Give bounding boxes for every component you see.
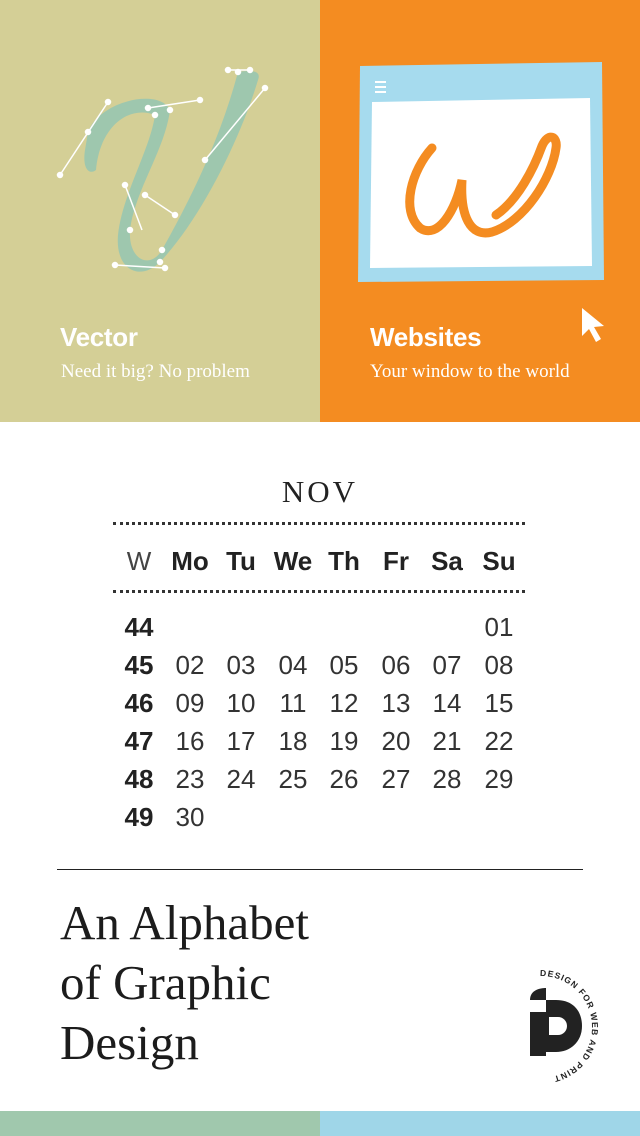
calendar-day[interactable]: 21 [432,726,462,756]
heading-line: Design [60,1015,199,1070]
vector-tile[interactable] [0,0,320,422]
divider-line [57,869,583,870]
calendar-day[interactable]: 20 [381,726,411,756]
heading-line: of Graphic [60,955,271,1010]
calendar-day[interactable]: 07 [432,650,462,680]
week-number: 44 [124,612,154,642]
logo-mark [530,988,582,1056]
brand-logo [520,960,616,1082]
day-header: Su [482,546,516,576]
footer-bar-blue [320,1111,640,1136]
calendar-week-row [113,802,525,838]
page-heading [60,893,480,1073]
calendar-day[interactable]: 11 [279,688,307,718]
day-header: We [273,546,313,576]
browser-window-illustration [320,0,640,360]
heading-line: An Alphabet [60,895,310,950]
calendar-day[interactable]: 15 [484,688,514,718]
calendar-day[interactable]: 17 [226,726,256,756]
calendar-day[interactable]: 30 [175,802,205,832]
week-number: 48 [124,764,154,794]
calendar-week-row [113,726,525,762]
calendar-day[interactable]: 18 [278,726,308,756]
week-number: 46 [124,688,154,718]
tile-subtitle: Need it big? No problem [61,361,250,382]
calendar-day[interactable]: 25 [278,764,308,794]
calendar-week-row [113,688,525,724]
calendar-day[interactable]: 16 [175,726,205,756]
calendar-day[interactable]: 06 [381,650,411,680]
calendar-day[interactable]: 26 [329,764,359,794]
dotted-divider [113,522,525,525]
day-header: Sa [431,546,463,576]
calendar-week-row [113,764,525,800]
websites-tile[interactable] [320,0,640,422]
week-number: 47 [124,726,154,756]
cursor-arrow-icon [582,308,604,342]
footer-bar-green [0,1111,320,1136]
tile-title: Vector [60,322,138,352]
calendar-day[interactable]: 13 [381,688,411,718]
day-header: Th [328,546,360,576]
calendar-day[interactable]: 29 [484,764,514,794]
calendar-day[interactable]: 24 [226,764,256,794]
dotted-divider [113,590,525,593]
calendar-day[interactable]: 03 [226,650,256,680]
calendar-day[interactable]: 04 [278,650,308,680]
week-column-header: W [126,546,152,576]
calendar-day[interactable]: 09 [175,688,205,718]
calendar-week-row [113,612,525,648]
calendar-day[interactable]: 28 [432,764,462,794]
calendar-day[interactable]: 23 [175,764,205,794]
calendar-month: NOV [281,474,359,509]
calendar-day[interactable]: 10 [226,688,256,718]
vector-v-illustration [0,0,320,300]
day-header: Tu [226,546,256,576]
week-number: 49 [124,802,154,832]
tile-title: Websites [370,322,482,352]
tile-subtitle: Your window to the world [370,361,570,382]
calendar-day[interactable]: 27 [381,764,411,794]
calendar-day[interactable]: 19 [329,726,359,756]
calendar-day[interactable]: 01 [484,612,514,642]
week-number: 45 [124,650,154,680]
calendar-day[interactable]: 08 [484,650,514,680]
logo-ring-text: DESIGN FOR WEB AND PRINT [539,967,601,1082]
calendar-day[interactable]: 05 [329,650,359,680]
calendar-week-row [113,650,525,686]
day-header: Mo [171,546,209,576]
calendar-day[interactable]: 22 [484,726,514,756]
calendar-day[interactable]: 14 [432,688,462,718]
day-header: Fr [383,546,409,576]
calendar-day[interactable]: 02 [175,650,205,680]
calendar-day[interactable]: 12 [329,688,359,718]
